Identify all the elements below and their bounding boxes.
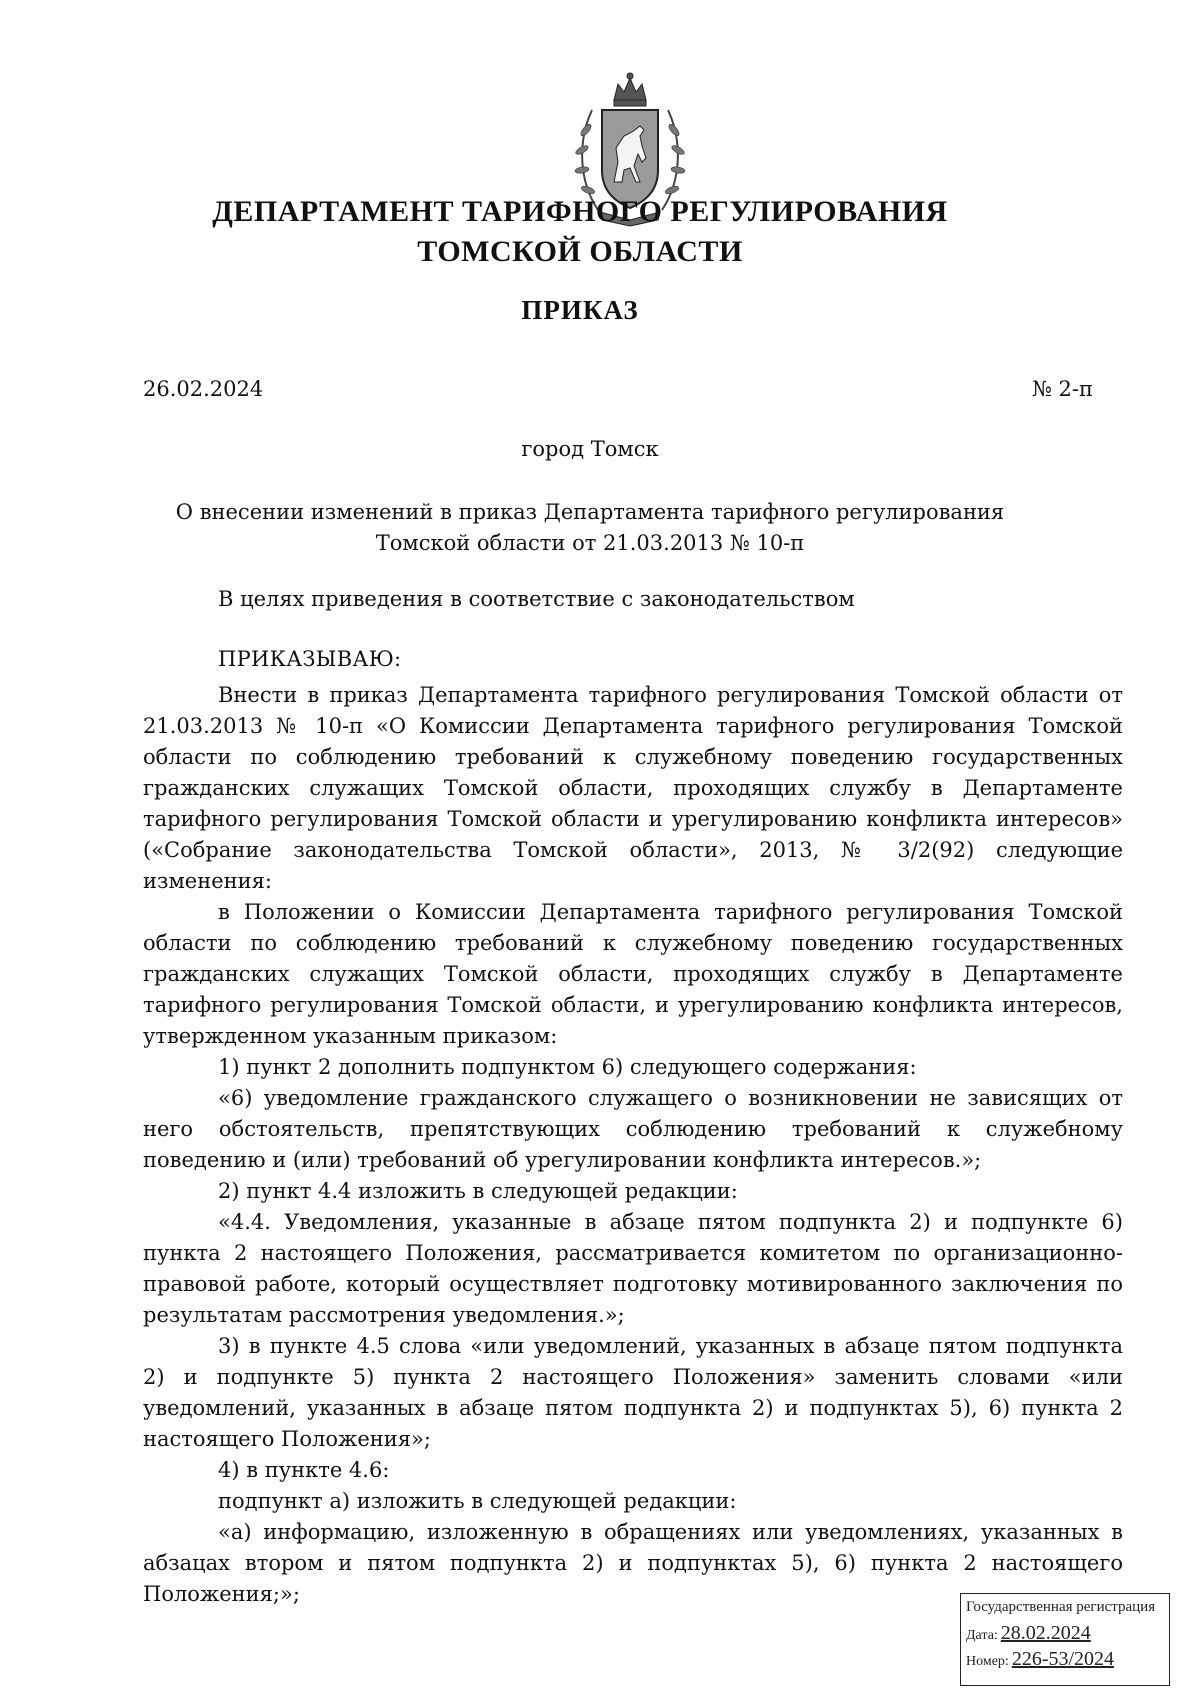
document-city: город Томск — [521, 437, 659, 461]
subject-line-2: Томской области от 21.03.2013 № 10-п — [375, 531, 805, 555]
body-paragraph: 1) пункт 2 дополнить подпунктом 6) следующего содержания: — [218, 1055, 917, 1079]
order-word: ПРИКАЗЫВАЮ: — [218, 647, 402, 671]
body-paragraph: 4) в пункте 4.6: — [218, 1458, 390, 1482]
department-line-1: ДЕПАРТАМЕНТ ТАРИФНОГО РЕГУЛИРОВАНИЯ — [212, 195, 948, 228]
document-date: 26.02.2024 — [143, 377, 264, 401]
body-paragraph: в Положении о Комиссии Департамента тарифного регулирования Томской области по соблюдению требований к служебному поведению государственных гражданских служащих Томской области, проходящих службу в Департаменте тарифного регулирования Томской области, и урегулированию конфликта интересов, утвержденном указанным приказом: — [143, 900, 1123, 1048]
body-paragraph: 2) пункт 4.4 изложить в следующей редакции: — [218, 1179, 738, 1203]
purpose-statement: В целях приведения в соответствие с законодательством — [218, 587, 855, 611]
document-number: № 2-п — [1031, 377, 1093, 401]
body-paragraph: подпункт а) изложить в следующей редакции: — [218, 1489, 737, 1513]
body-paragraph: «6) уведомление гражданского служащего о возникновении не зависящих от него обстоятельств, препятствующих соблюдению требований к служебному поведению и (или) требований об урегулировании конфликта интересов.»; — [143, 1086, 1123, 1172]
stamp-number-row — [966, 1646, 1164, 1675]
stamp-number-value: 226-53/2024 — [1011, 1648, 1115, 1670]
body-paragraph: «4.4. Уведомления, указанные в абзаце пятом подпункта 2) и подпункте 6) пункта 2 настоящего Положения, рассматривается комитетом по организационно-правовой работе, который осуществляет подготовку мотивированного заключения по результатам рассмотрения уведомления.»; — [143, 1210, 1123, 1327]
stamp-number-label: Номер: — [966, 1654, 1009, 1669]
body-paragraph: 3) в пункте 4.5 слова «или уведомлений, указанных в абзаце пятом подпункта 2) и подпункте 5) пункта 2 настоящего Положения» заменить словами «или уведомлений, указанных в абзаце пятом подпункта 2) и подпунктах 5), 6) пункта 2 настоящего Положения»; — [143, 1334, 1123, 1451]
stamp-date-label: Дата: — [966, 1628, 998, 1643]
body-paragraph: «а) информацию, изложенную в обращениях или уведомлениях, указанных в абзацах втором и пятом подпункта 2) и подпунктах 5), 6) пункта 2 настоящего Положения;»; — [143, 1520, 1123, 1606]
subject-line-1: О внесении изменений в приказ Департамента тарифного регулирования — [175, 500, 1005, 524]
document-type: ПРИКАЗ — [521, 295, 639, 325]
registration-stamp — [960, 1593, 1170, 1686]
stamp-date-value: 28.02.2024 — [1000, 1622, 1091, 1644]
stamp-title: Государственная регистрация — [966, 1599, 1156, 1615]
body-paragraph: Внести в приказ Департамента тарифного регулирования Томской области от 21.03.2013 № 10-п «О Комиссии Департамента тарифного регулирования Томской области по соблюдению требований к служебному поведению государственных гражданских служащих Томской области, проходящих службу в Департаменте тарифного регулирования Томской области и урегулированию конфликта интересов» («Собрание законодательства Томской области», 2013, № 3/2(92) следующие изменения: — [143, 683, 1123, 893]
department-line-2: ТОМСКОЙ ОБЛАСТИ — [417, 235, 743, 268]
document-body — [143, 680, 1123, 1610]
document-subject — [140, 497, 1040, 559]
department-name — [140, 192, 1020, 272]
